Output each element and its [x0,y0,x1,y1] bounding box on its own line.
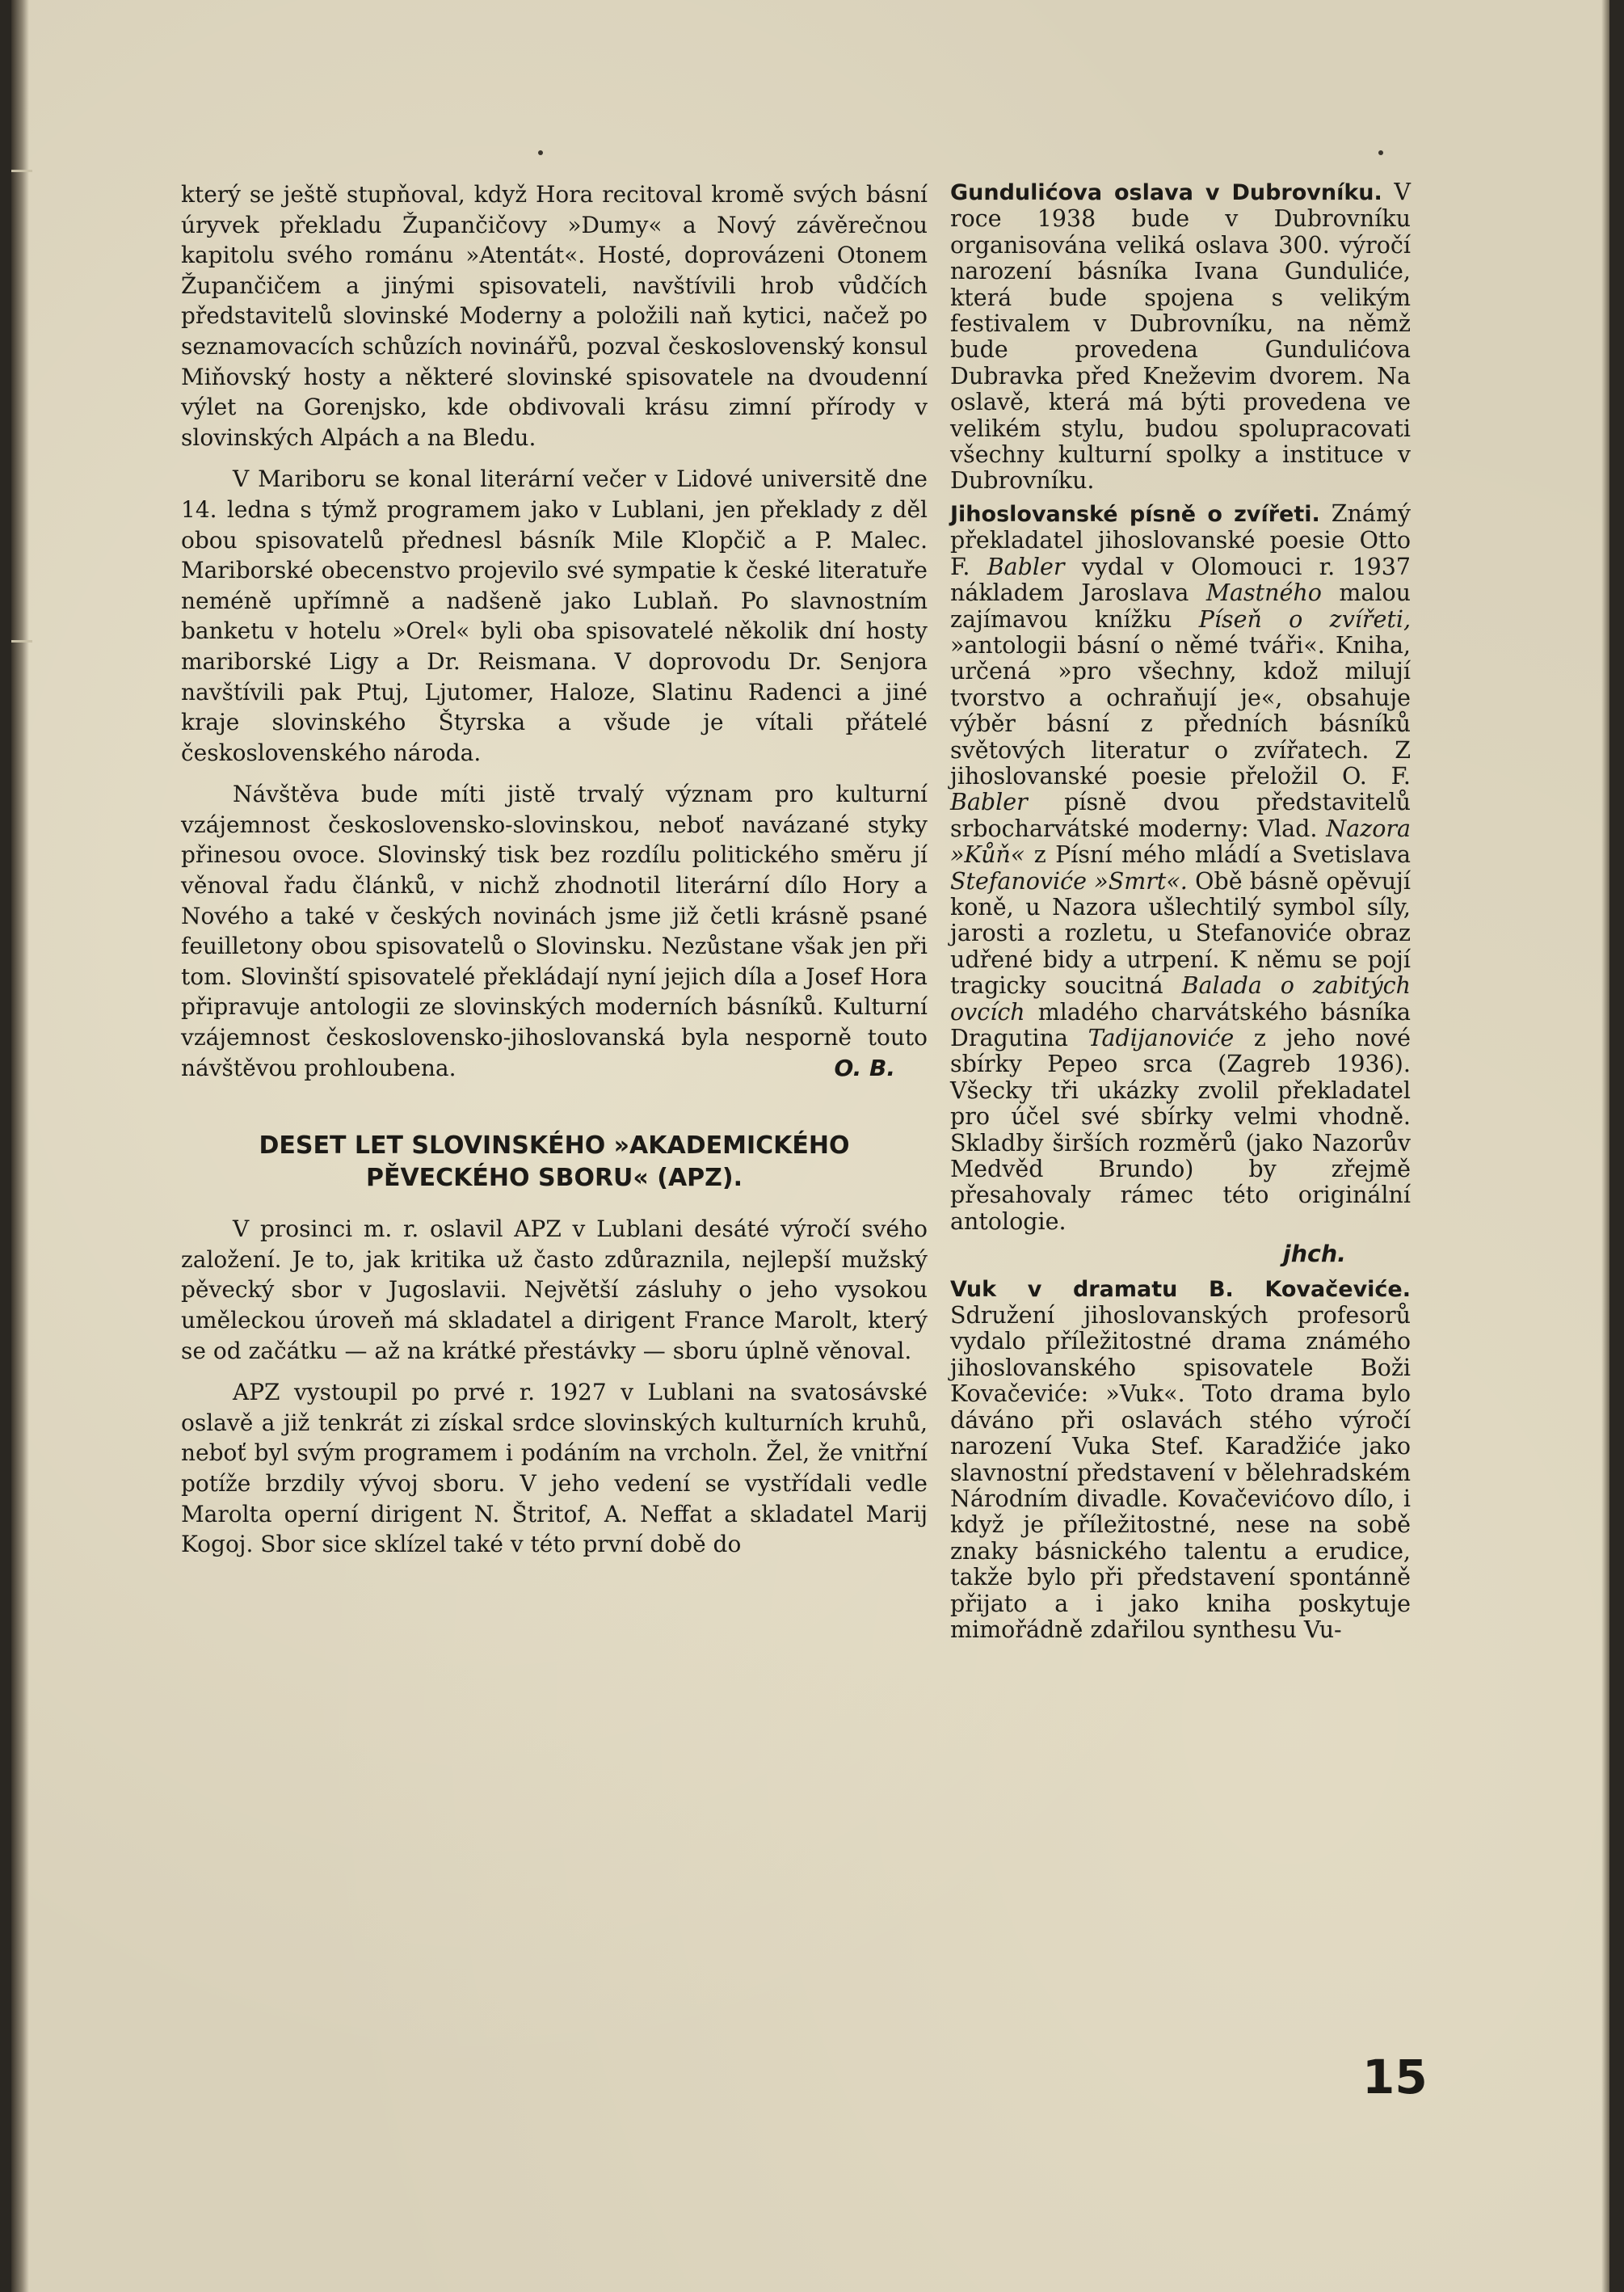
news-item-vuk-drama [950,1276,1411,1644]
news-item-gundulic-text: V roce 1938 bude v Dubrovníku organisována veliká oslava 300. výročí narození básníka Ivana Gunduliće, která bude spojena s velikým festivalem v Dubrovníku, na němž bude provedena Gundulićova Dubravka před Kneževim dvorem. Na oslavě, která má býti provedena ve velikém stylu, budou spolupracovati všechny kulturní spolky a instituce v Dubrovníku. [950,179,1411,495]
news-item-animal-songs-text-i: z jeho nové sbírky Pepeo srca (Zagreb 1936). Všecky tři ukázky zvolil překladatel pro účel své sbírky velmi vhodně. Skladby širších rozměrů (jako Nazorův Medvěd Brundo) by zřejmě přesahovaly rámec této originální antologie. [950,1025,1411,1235]
section-heading-line-1: DESET LET SLOVINSKÉHO »AKADEMICKÉHO [259,1131,850,1161]
news-item-vuk-drama-text: Sdružení jihoslovanských profesorů vydalo příležitostné drama známého jihoslovanského spisovatele Boži Kovačeviće: »Vuk«. Toto drama bylo dáváno při oslavách stého výročí narození Vuka Stef. Karadžiće jako slavnostní představení v bělehradském Národním divadle. Kovačevićovo dílo, i když je příležitostné, nese na sobě znaky básnického talentu a erudice, takže bylo při představení spontánně přijato a i jako kniha poskytuje mimořádně zdařilou synthesu Vu- [950,1302,1411,1643]
news-item-vuk-drama-title: Vuk v dramatu B. Kovačeviće. [950,1276,1411,1302]
news-item-animal-songs-title: Jihoslovanské písně o zvířeti. [950,501,1320,527]
news-item-animal-songs-text-a: Známý překladatel jihoslovanské poesie Otto F. [950,499,1411,580]
author-name-babler: Babler [987,553,1065,580]
magazine-page [11,0,1609,2292]
news-item-gundulic-title: Gundulićova oslava v Dubrovníku. [950,180,1382,205]
news-item-animal-songs-text-h: mladého charvátského básníka Dragutina [950,998,1411,1051]
section-heading-apz [181,1130,928,1194]
news-item-animal-songs-text-e: písně dvou představitelů srbocharvátské moderny: Vlad. [950,789,1411,842]
poem-nazor-kun: Nazora »Kůň« [950,815,1411,869]
news-item-gundulic [950,179,1411,495]
margin-mark-top [11,170,32,172]
page-edge-shadow [1601,0,1609,2292]
paragraph-apz-history: APZ vystoupil po prvé r. 1927 v Lublani na svatosávské oslavě a již tenkrát zi získal srdce slovinských kulturních kruhů, neboť byl svým programem i podáním na vrcholn. Žel, že vnitřní potíže brzdily vývoj sboru. V jeho vedení se vystřídali vedle Marolta operní dirigent N. Štritof, A. Neffat a skladatel Marij Kogoj. Sbor sice sklízel také v této první době do [181,1379,928,1558]
poet-name-tadijanovic: Tadijanoviće [1088,1025,1235,1051]
binding-shadow [11,0,29,2292]
publisher-name-mastny: Mastného [1205,579,1322,607]
news-item-animal-songs [950,501,1411,1235]
print-speck-left [538,150,543,155]
paragraph-visit-ljubljana: který se ještě stupňoval, když Hora recitoval kromě svých básní úryvek překladu Župančičovy »Dumy« a Nový závěrečnou kapitolu svého románu »Atentát«. Hosté, doprovázeni Otonem Župančičem a jinými spisovateli, navštívili hrob vůdčích představitelů slovinské Moderny a položili naň kytici, načež po seznamovacích schůzích novinářů, pozval československý konsul Miňovský hosty a některé slovinské spisovatele na dvoudenní výlet na Gorenjsko, kde obdivovali krásu zimní přírody v slovinských Alpách a na Bledu. [181,181,928,451]
news-item-animal-songs-text-c: malou zajímavou knížku [950,579,1411,633]
author-name-babler-2: Babler [950,789,1028,816]
margin-mark-middle [11,640,32,643]
author-signature-ob: O. B. [834,1054,895,1081]
paragraph-visit-maribor: V Mariboru se konal literární večer v Lidové universitě dne 14. ledna s týmž programem jako v Lublani, jen překlady z děl obou spisovatelů přednesl básník Mile Klopčič a P. Malec. Mariborské obecenstvo projevilo své sympatie k české literatuře neméně upřímně a nadšeně jako Lublaň. Po slavnostním banketu v hotelu »Orel« byli oba spisovatelé několik dní hosty mariborské Ligy a Dr. Reismana. V doprovodu Dr. Senjora navštívili pak Ptuj, Ljutomer, Haloze, Slatinu Radenci a jiné kraje slovinského Štyrska a všude je vítali přátelé československého národa. [181,466,928,766]
poem-stefanovic-smrt: Stefanoviće »Smrt«. [950,867,1188,895]
book-title-pisen-o-zvireti: Píseň o zvířeti, [1198,605,1412,633]
right-column [950,179,1411,1649]
paragraph-apz-anniversary: V prosinci m. r. oslavil APZ v Lublani desáté výročí svého založení. Je to, jak kritika už často zdůraznila, nejlepší mužský pěvecký sbor v Jugoslavii. Největší zásluhy o jeho vysokou uměleckou úroveň má skladatel a dirigent France Marolt, který se od začátku — až na krátké přestávky — sboru úplně věnoval. [181,1216,928,1364]
news-item-animal-songs-text-g: Obě básně opěvují koně, u Nazora ušlechtilý symbol síly, jarosti a rozletu, u Stefanoviće obraz udřené bidy a utrpení. K němu se pojí tragicky soucitná [950,867,1412,1000]
print-speck-right [1378,150,1383,155]
news-item-animal-songs-text-d: »antologii básní o němé tváři«. Kniha, určená »pro všechny, kdož milují tvorstvo a ochraňují je«, obsahuje výběr básní z předních básníků světových literatur o zvířatech. Z jihoslovanské poesie přeložil O. F. [950,631,1411,790]
news-item-animal-songs-text-b: vydal v Olomouci r. 1937 nákladem Jaroslava [950,553,1412,607]
left-column [181,179,928,1571]
page-number: 15 [1362,2050,1428,2105]
paragraph-visit-significance [181,779,928,1083]
paragraph-visit-significance-text: Návštěva bude míti jistě trvalý význam pro kulturní vzájemnost československo-slovinskou, neboť navázané styky přinesou ovoce. Slovinský tisk bez rozdílu politického směru jí věnoval řadu článků, v nichž zhodnotil literární dílo Hory a Nového a také v českých novinách jsme již četli krásně psané feuilletony obou spisovatelů o Slovinsku. Nezůstane však jen při tom. Slovinští spisovatelé překládají nyní jejich díla a Josef Hora připravuje antologii ze slovinských moderních básníků. Kulturní vzájemnost československo-jihoslovanská byla nesporně touto návštěvou prohloubena. [181,781,928,1081]
author-signature-jhch: jhch. [1282,1241,1346,1268]
poem-balada: Balada o zabitých ovcích [950,972,1412,1026]
news-item-animal-songs-text-f: z Písní mého mládí a Svetislava [1033,841,1411,869]
section-heading-line-2: PĚVECKÉHO SBORU« (APZ). [365,1164,743,1193]
